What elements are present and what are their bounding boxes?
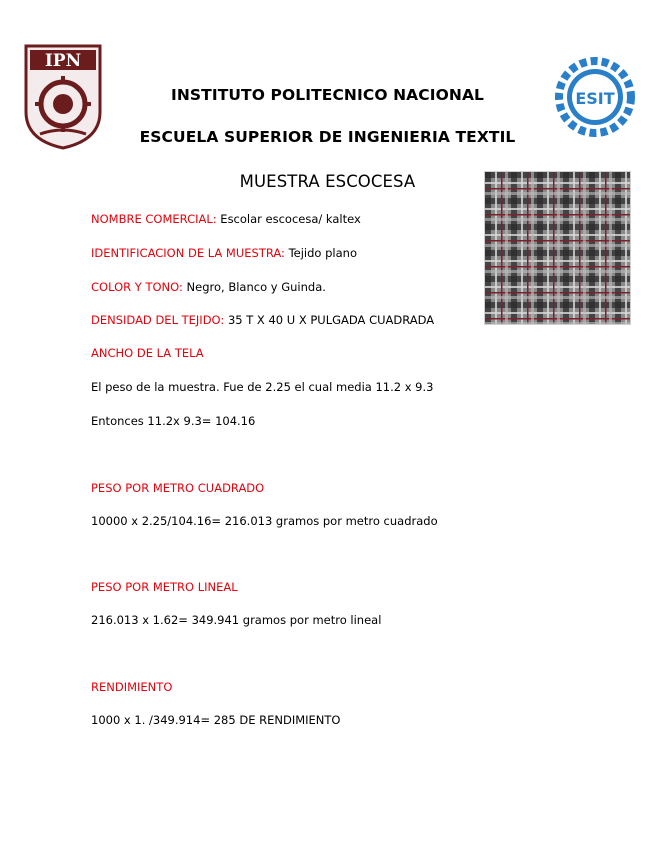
rendimiento-value: 1000 x 1. /349.914= 285 DE RENDIMIENTO <box>91 713 341 727</box>
color-tono-value: Negro, Blanco y Guinda. <box>186 280 326 294</box>
identificacion-label: IDENTIFICACION DE LA MUESTRA: <box>91 246 285 260</box>
peso-m2-label: PESO POR METRO CUADRADO <box>91 481 265 495</box>
peso-lineal-value: 216.013 x 1.62= 349.941 gramos por metro lineal <box>91 613 382 627</box>
nombre-comercial-row <box>91 212 361 226</box>
institute-title: INSTITUTO POLITECNICO NACIONAL <box>170 86 485 104</box>
sample-title: MUESTRA ESCOCESA <box>239 172 416 191</box>
color-tono-row <box>91 280 326 294</box>
esit-logo-text: ESIT <box>575 89 615 108</box>
peso-m2-value: 10000 x 2.25/104.16= 216.013 gramos por metro cuadrado <box>91 514 438 528</box>
densidad-label: DENSIDAD DEL TEJIDO: <box>91 313 225 327</box>
densidad-row <box>91 313 434 327</box>
nombre-comercial-value: Escolar escocesa/ kaltex <box>220 212 361 226</box>
school-title: ESCUELA SUPERIOR DE INGENIERIA TEXTIL <box>139 128 516 146</box>
color-tono-label: COLOR Y TONO: <box>91 280 183 294</box>
ancho-tela-label: ANCHO DE LA TELA <box>91 346 204 360</box>
nombre-comercial-label: NOMBRE COMERCIAL: <box>91 212 217 226</box>
densidad-value: 35 T X 40 U X PULGADA CUADRADA <box>227 313 435 327</box>
rendimiento-label: RENDIMIENTO <box>91 680 173 694</box>
peso-muestra-text: El peso de la muestra. Fue de 2.25 el cual media 11.2 x 9.3 <box>91 380 434 394</box>
identificacion-row <box>91 246 357 260</box>
ipn-logo-text: IPN <box>44 51 82 71</box>
entonces-text: Entonces 11.2x 9.3= 104.16 <box>91 414 256 428</box>
fabric-sample-image <box>484 171 631 325</box>
peso-lineal-label: PESO POR METRO LINEAL <box>91 580 238 594</box>
identificacion-value: Tejido plano <box>288 246 357 260</box>
